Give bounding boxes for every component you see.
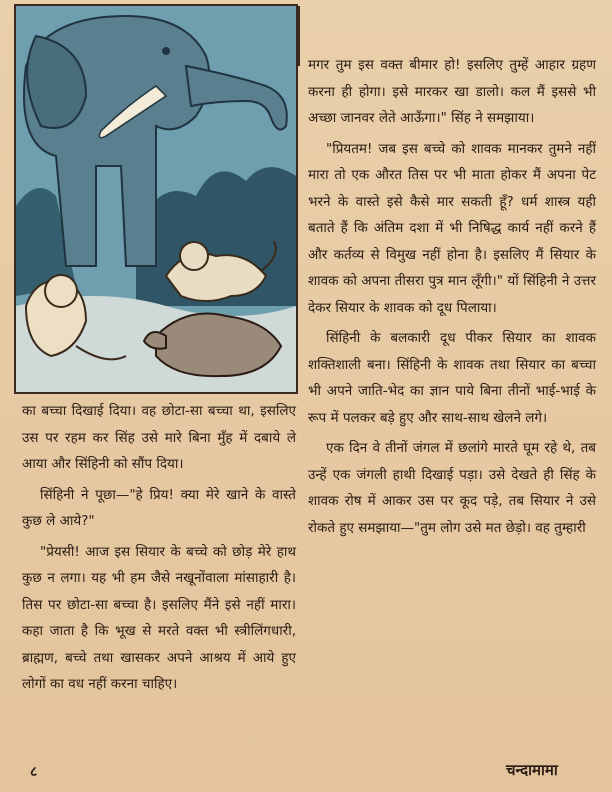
- magazine-title: चन्दामामा: [506, 761, 558, 779]
- page-number: ८: [30, 764, 38, 780]
- right-paragraph-1: मगर तुम इस वक्त बीमार हो! इसलिए तुम्हें आहार ग्रहण करना ही होगा। इसे मारकर खा डालो। कल मैं इससे भी अच्छा जानवर लेते आऊँगा।" सिंह ने समझाया।: [308, 57, 596, 126]
- left-paragraph-1: का बच्चा दिखाई दिया। वह छोटा-सा बच्चा था, इसलिए उस पर रहम कर सिंह उसे मारे बिना मुँह में दबाये ले आया और सिंहिनी को सौंप दिया।: [22, 403, 296, 472]
- right-paragraph-2: "प्रियतम! जब इस बच्चे को शावक मानकर तुमने नहीं मारा तो एक औरत तिस पर भी माता होकर मैं अपना पेट भरने के वास्ते इसे कैसे मार सकती हूँ? धर्म शास्त्र यही बताते हैं कि अंतिम दशा में भी निषिद्ध कार्य नहीं करने हैं और कर्तव्य से विमुख नहीं होना है। इसलिए मैं सियार के शावक को अपना तीसरा पुत्र मान लूँगी।" यों सिंहिनी ने उत्तर देकर सियार के शावक को दूध पिलाया।: [308, 140, 596, 316]
- left-column: [22, 398, 296, 702]
- left-paragraph-3: "प्रेयसी! आज इस सियार के बच्चे को छोड़ मेरे हाथ कुछ न लगा। यह भी हम जैसे नखूनोंवाला मांसाहारी है। तिस पर छोटा-सा बच्चा है। इसलिए मैंने इसे नहीं मारा। कहा जाता है कि भूख से मरते वक्त भी स्त्रीलिंगधारी, ब्राह्मण, बच्चे तथा खासकर अपने आश्रय में आये हुए लोगों का वध नहीं करना चाहिए।: [22, 543, 296, 692]
- story-illustration: [14, 4, 298, 394]
- column-divider: [298, 6, 300, 66]
- elephant-lions-jackal-illustration-icon: [16, 6, 296, 392]
- right-paragraph-3: सिंहिनी के बलकारी दूध पीकर सियार का शावक शक्तिशाली बना। सिंहिनी के शावक तथा सियार का बच्चा भी अपने जाति-भेद का ज्ञान पाये बिना तीनों भाई-भाई के रूप में पलकर बड़े हुए और साथ-साथ खेलने लगे।: [308, 330, 596, 426]
- left-paragraph-2: सिंहिनी ने पूछा—"हे प्रिय! क्या मेरे खाने के वास्ते कुछ ले आये?": [22, 486, 296, 529]
- right-paragraph-4: एक दिन वे तीनों जंगल में छलांगे मारते घूम रहे थे, तब उन्हें एक जंगली हाथी दिखाई पड़ा। उसे देखते ही सिंह के शावक रोष में आकर उस पर कूद पड़े, तब सियार ने उसे रोकते हुए समझाया—"तुम लोग उसे मत छेड़ो। वह तुम्हारी: [308, 440, 596, 536]
- right-column: [308, 52, 596, 545]
